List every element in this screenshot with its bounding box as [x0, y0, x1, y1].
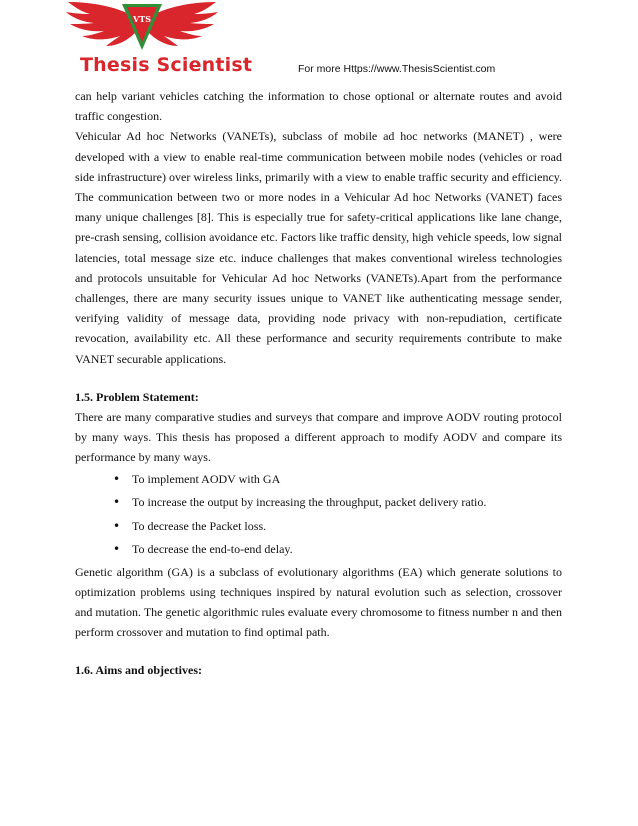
winged-shield-logo-icon [62, 0, 222, 56]
objectives-list [75, 468, 562, 562]
section-heading-problem-statement: 1.5. Problem Statement: [75, 389, 199, 404]
section-heading-aims: 1.6. Aims and objectives: [75, 663, 202, 678]
list-item: • To implement AODV with GA [75, 468, 562, 492]
paragraph-problem: There are many comparative studies and surveys that compare and improve AODV routing protocol by many ways. This thesis has proposed a different approach to modify AODV and compare its performance by many ways. [75, 410, 562, 465]
document-body [75, 86, 562, 681]
paragraph-traffic: can help variant vehicles catching the information to chose optional or alternate routes and avoid traffic congestion. [75, 89, 562, 124]
paragraph-vanet: Vehicular Ad hoc Networks (VANETs), subclass of mobile ad hoc networks (MANET) , were developed with a view to enable real-time communication between mobile nodes (vehicles or road side infrastructure) over wireless links, primarily with a view to enable traffic security and efficiency. The communication between two or more nodes in a Vehicular Ad hoc Networks (VANET) faces many unique challenges [8]. This is especially true for safety-critical applications like lane change, pre-crash sensing, collision avoidance etc. Factors like traffic density, high vehicle speeds, low signal latencies, total message size etc. induce challenges that makes conventional wireless technologies and protocols unsuitable for Vehicular Ad hoc Networks (VANETs).Apart from the performance challenges, there are many security issues unique to VANET like authenticating message sender, verifying validity of message data, providing node privacy with non-repudiation, certificate revocation, availability etc. All these performance and security requirements contribute to make VANET securable applications. [75, 129, 562, 366]
logo-monogram: VTS [133, 14, 151, 24]
list-item: • To increase the output by increasing the throughput, packet delivery ratio. [75, 491, 562, 515]
list-item: • To decrease the end-to-end delay. [75, 538, 562, 562]
list-item: • To decrease the Packet loss. [75, 515, 562, 539]
page-header [0, 0, 638, 84]
brand-name: Thesis Scientist [80, 54, 253, 76]
paragraph-genetic-algorithm: Genetic algorithm (GA) is a subclass of evolutionary algorithms (EA) which generate solutions to optimization problems using techniques inspired by natural evolution such as selection, crossover and mutation. The genetic algorithmic rules evaluate every chromosome to fitness number n and then perform crossover and mutation to find optimal path. [75, 564, 562, 640]
header-website-link[interactable]: For more Https://www.ThesisScientist.com [298, 63, 496, 75]
